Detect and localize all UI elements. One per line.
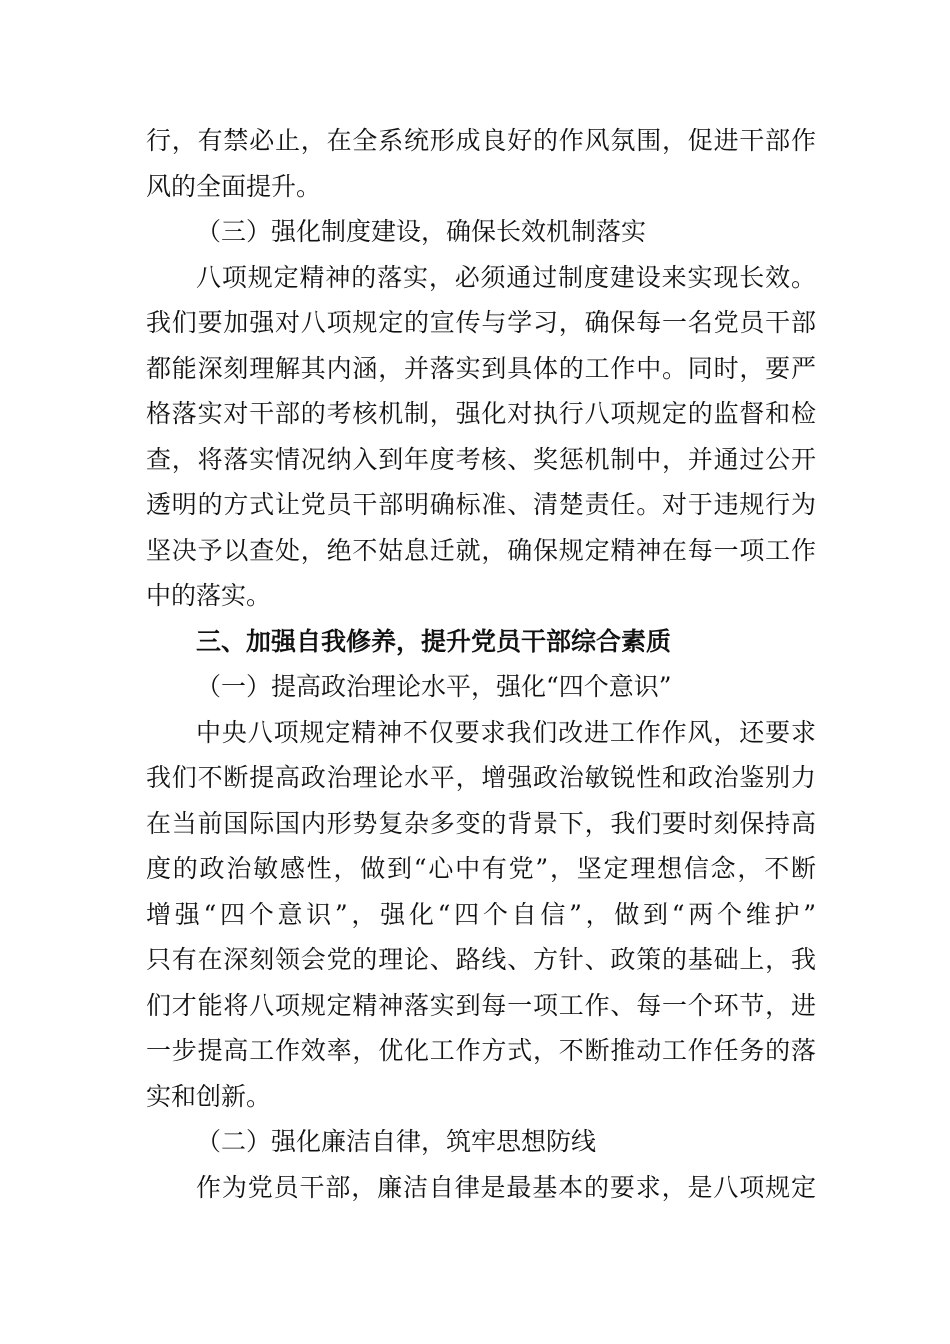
paragraph-line: 们才能将八项规定精神落实到每一项工作、每一个环节，进 (146, 991, 816, 1020)
paragraph-line: 在当前国际国内形势复杂多变的背景下，我们要时刻保持高 (146, 809, 816, 838)
paragraph-line: 坚决予以查处，绝不姑息迁就，确保规定精神在每一项工作 (146, 536, 816, 565)
paragraph-line: 行，有禁必止，在全系统形成良好的作风氛围，促进干部作 (146, 126, 816, 155)
section-heading: （二）强化廉洁自律，筑牢思想防线 (196, 1127, 597, 1156)
paragraph-line: 只有在深刻领会党的理论、路线、方针、政策的基础上，我 (146, 945, 816, 974)
chapter-heading: 三、加强自我修养，提升党员干部综合素质 (196, 627, 672, 656)
paragraph-line: 增强“四个意识”，强化“四个自信”，做到“两个维护” (146, 900, 816, 929)
paragraph-line: 作为党员干部，廉洁自律是最基本的要求，是八项规定 (196, 1173, 816, 1202)
paragraph-line: 中央八项规定精神不仅要求我们改进工作作风，还要求 (196, 718, 816, 747)
paragraph-line: 格落实对干部的考核机制，强化对执行八项规定的监督和检 (146, 399, 816, 428)
paragraph-line: 八项规定精神的落实，必须通过制度建设来实现长效。 (196, 263, 816, 292)
paragraph-line: 我们要加强对八项规定的宣传与学习，确保每一名党员干部 (146, 308, 816, 337)
paragraph-line: 度的政治敏感性，做到“心中有党”，坚定理想信念，不断 (146, 854, 816, 883)
paragraph-line: 都能深刻理解其内涵，并落实到具体的工作中。同时，要严 (146, 354, 816, 383)
paragraph-line: 透明的方式让党员干部明确标准、清楚责任。对于违规行为 (146, 490, 816, 519)
paragraph-line: 中的落实。 (146, 581, 272, 610)
paragraph-line: 查，将落实情况纳入到年度考核、奖惩机制中，并通过公开 (146, 445, 816, 474)
paragraph-line: 一步提高工作效率，优化工作方式，不断推动工作任务的落 (146, 1036, 816, 1065)
paragraph-line: 我们不断提高政治理论水平，增强政治敏锐性和政治鉴别力 (146, 763, 816, 792)
paragraph-line: 风的全面提升。 (146, 172, 322, 201)
section-heading: （一）提高政治理论水平，强化“四个意识” (196, 672, 672, 701)
paragraph-line: 实和创新。 (146, 1082, 272, 1111)
section-heading: （三）强化制度建设，确保长效机制落实 (196, 217, 647, 246)
